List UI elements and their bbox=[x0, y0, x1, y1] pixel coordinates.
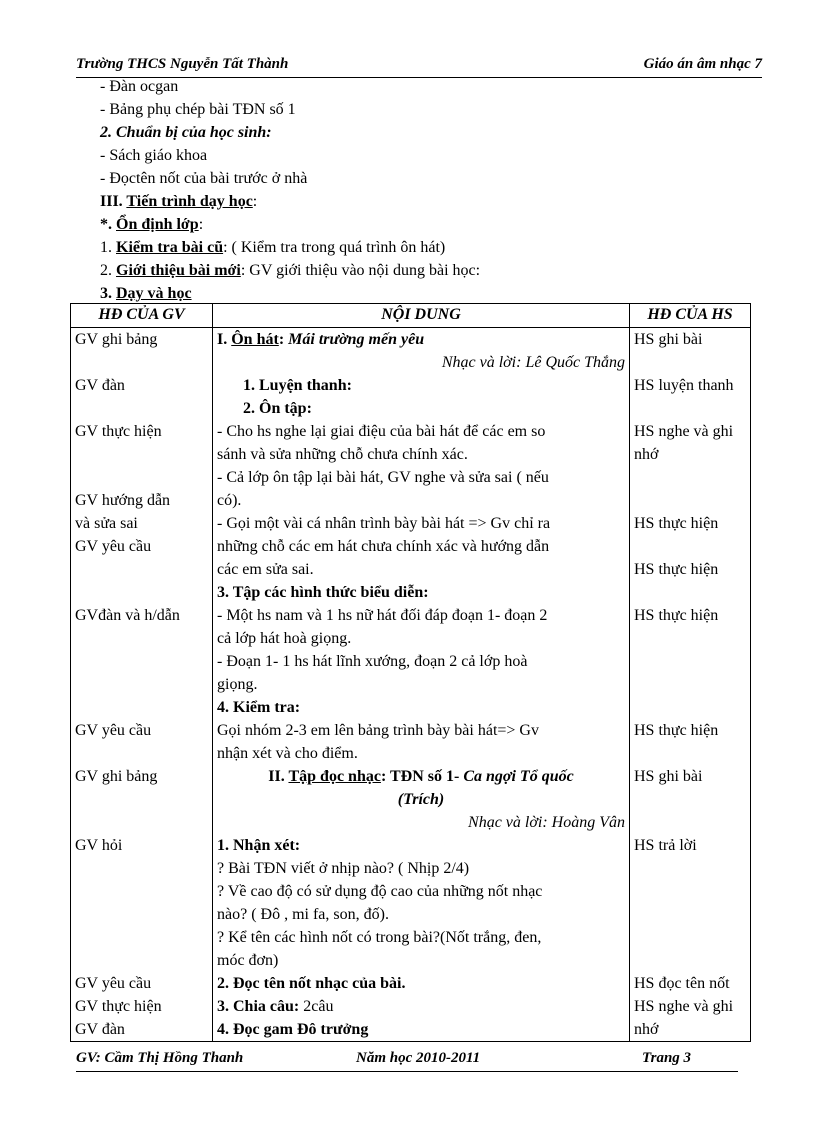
hs-line: HS ghi bài bbox=[634, 331, 703, 348]
text-span: : TĐN số 1- bbox=[380, 768, 464, 785]
page-footer bbox=[76, 1050, 738, 1072]
footer-page: Trang 3 bbox=[642, 1050, 692, 1066]
gv-line: GV ghi bảng bbox=[75, 331, 158, 348]
intro-line-2: - Bảng phụ chép bài TĐN số 1 bbox=[100, 101, 296, 118]
hs-line bbox=[634, 696, 746, 719]
gv-line bbox=[75, 466, 208, 489]
content-line: các em sửa sai. bbox=[217, 561, 314, 578]
content-line bbox=[217, 374, 625, 397]
page-header bbox=[76, 56, 762, 78]
text-span: Ca ngợi Tổ quốc bbox=[463, 768, 574, 785]
gv-line bbox=[75, 397, 208, 420]
intro-line-6: III. Tiến trình dạy học: bbox=[100, 193, 258, 210]
content-line: nhận xét và cho điểm. bbox=[217, 745, 358, 762]
hs-line bbox=[634, 788, 746, 811]
gv-line: GV thực hiện bbox=[75, 423, 162, 440]
text-span: 2. bbox=[243, 400, 259, 417]
lesson-table bbox=[70, 303, 751, 1042]
content-line bbox=[217, 328, 625, 351]
hs-line bbox=[634, 581, 746, 604]
gv-line: GV yêu cầu bbox=[75, 975, 152, 992]
footer-year: Năm học 2010-2011 bbox=[356, 1050, 481, 1066]
content-line: ? Về cao độ có sử dụng độ cao của những nốt nhạc bbox=[217, 883, 543, 900]
content-column bbox=[213, 328, 630, 1042]
hs-line bbox=[634, 903, 746, 926]
gv-line: GV hỏi bbox=[75, 837, 123, 854]
school-name: Trường THCS Nguyễn Tất Thành bbox=[76, 56, 289, 72]
hs-line: HS thực hiện bbox=[634, 515, 719, 532]
intro-line-4: - Sách giáo khoa bbox=[100, 147, 208, 164]
hs-line bbox=[634, 535, 746, 558]
hs-line bbox=[634, 627, 746, 650]
hs-line bbox=[634, 351, 746, 374]
gv-line bbox=[75, 949, 208, 972]
text-span: Luyện thanh: bbox=[259, 377, 352, 394]
content-line: Nhạc và lời: Hoàng Vân bbox=[468, 814, 625, 831]
content-line: móc đơn) bbox=[217, 952, 279, 969]
gv-line: GV thực hiện bbox=[75, 998, 162, 1015]
intro-line-3: 2. Chuẩn bị của học sinh: bbox=[100, 124, 272, 141]
gv-line bbox=[75, 581, 208, 604]
hs-column bbox=[630, 328, 751, 1042]
hs-line bbox=[634, 650, 746, 673]
subject-name: Giáo án âm nhạc 7 bbox=[643, 56, 762, 72]
hs-line: HS nghe và ghi bbox=[634, 423, 734, 440]
hs-line: HS trả lời bbox=[634, 837, 697, 854]
gv-line: GV ghi bảng bbox=[75, 768, 158, 785]
gv-line bbox=[75, 627, 208, 650]
hs-line: HS ghi bài bbox=[634, 768, 703, 785]
gv-line: GV hướng dẫn bbox=[75, 492, 171, 509]
intro-line-10: 3. Dạy và học bbox=[100, 285, 192, 302]
content-line: - Một hs nam và 1 hs nữ hát đối đáp đoạn 1- đoạn 2 bbox=[217, 607, 548, 624]
hs-line bbox=[634, 673, 746, 696]
gv-line bbox=[75, 926, 208, 949]
content-line: nào? ( Đô , mi fa, son, đố). bbox=[217, 906, 389, 923]
content-line bbox=[217, 397, 625, 420]
content-line: - Cả lớp ôn tập lại bài hát, GV nghe và sửa sai ( nếu bbox=[217, 469, 549, 486]
content-line: 2. Đọc tên nốt nhạc của bài. bbox=[217, 975, 406, 992]
text-span: Ôn hát bbox=[231, 331, 279, 348]
gv-line bbox=[75, 880, 208, 903]
table-header-row bbox=[71, 304, 751, 328]
hs-line: nhớ bbox=[634, 1021, 659, 1038]
content-line: 4. Kiểm tra: bbox=[217, 699, 301, 716]
content-line: - Đoạn 1- 1 hs hát lĩnh xướng, đoạn 2 cả lớp hoà bbox=[217, 653, 528, 670]
text-span: Tập đọc nhạc bbox=[288, 768, 381, 785]
text-span: Ôn tập: bbox=[259, 400, 312, 417]
gv-column bbox=[71, 328, 213, 1042]
hs-line: HS thực hiện bbox=[634, 607, 719, 624]
intro-line-9: 2. Giới thiệu bài mới: GV giới thiệu vào nội dung bài học: bbox=[100, 262, 481, 279]
hs-line: HS đọc tên nốt bbox=[634, 975, 730, 992]
content-line bbox=[217, 765, 625, 788]
hs-line: nhớ bbox=[634, 446, 659, 463]
content-line: - Cho hs nghe lại giai điệu của bài hát để các em so bbox=[217, 423, 546, 440]
intro-line-8: 1. Kiểm tra bài cũ: ( Kiểm tra trong quá trình ôn hát) bbox=[100, 239, 446, 256]
content-line: Gọi nhóm 2-3 em lên bảng trình bày bài hát=> Gv bbox=[217, 722, 539, 739]
intro-line-7: *. Ổn định lớp: bbox=[100, 216, 204, 233]
hs-line bbox=[634, 811, 746, 834]
content-line: ? Bài TĐN viết ở nhịp nào? ( Nhịp 2/4) bbox=[217, 860, 470, 877]
gv-line bbox=[75, 857, 208, 880]
gv-line: và sửa sai bbox=[75, 515, 138, 532]
gv-line: GVđàn và h/dẫn bbox=[75, 607, 180, 624]
text-span: 3. Chia câu: bbox=[217, 998, 304, 1015]
content-line: (Trích) bbox=[397, 791, 445, 808]
text-span: Mái trường mến yêu bbox=[288, 331, 425, 348]
text-span: 2câu bbox=[303, 998, 334, 1015]
gv-line bbox=[75, 811, 208, 834]
hs-line bbox=[634, 857, 746, 880]
hs-line bbox=[634, 397, 746, 420]
header-content: NỘI DUNG bbox=[213, 304, 630, 328]
hs-line: HS thực hiện bbox=[634, 722, 719, 739]
gv-line bbox=[75, 696, 208, 719]
content-line: giọng. bbox=[217, 676, 258, 693]
content-line: sánh và sửa những chỗ chưa chính xác. bbox=[217, 446, 468, 463]
content-line: những chỗ các em hát chưa chính xác và hướng dẫn bbox=[217, 538, 550, 555]
gv-line bbox=[75, 443, 208, 466]
hs-line: HS luyện thanh bbox=[634, 377, 734, 394]
gv-line bbox=[75, 742, 208, 765]
hs-line bbox=[634, 949, 746, 972]
hs-line bbox=[634, 742, 746, 765]
header-hs: HĐ CỦA HS bbox=[630, 304, 751, 328]
content-line: 4. Đọc gam Đô trưởng bbox=[217, 1021, 369, 1038]
hs-line: HS thực hiện bbox=[634, 561, 719, 578]
hs-line bbox=[634, 880, 746, 903]
gv-line bbox=[75, 558, 208, 581]
header-gv: HĐ CỦA GV bbox=[71, 304, 213, 328]
content-line: 3. Tập các hình thức biểu diễn: bbox=[217, 584, 429, 601]
content-line: ? Kể tên các hình nốt có trong bài?(Nốt trắng, đen, bbox=[217, 929, 542, 946]
text-span: 1. bbox=[243, 377, 259, 394]
gv-line bbox=[75, 788, 208, 811]
gv-line bbox=[75, 903, 208, 926]
intro-line-1: - Đàn ocgan bbox=[100, 78, 179, 95]
hs-line bbox=[634, 489, 746, 512]
hs-line bbox=[634, 926, 746, 949]
text-span: I. bbox=[217, 331, 232, 348]
gv-line bbox=[75, 673, 208, 696]
content-line: có). bbox=[217, 492, 242, 509]
content-line: 1. Nhận xét: bbox=[217, 837, 301, 854]
content-line: cả lớp hát hoà giọng. bbox=[217, 630, 352, 647]
text-span: : bbox=[278, 331, 289, 348]
content-line: Nhạc và lời: Lê Quốc Thắng bbox=[441, 354, 625, 371]
table-row bbox=[71, 328, 751, 1042]
intro-line-5: - Đọctên nốt của bài trước ở nhà bbox=[100, 170, 308, 187]
gv-line: GV yêu cầu bbox=[75, 538, 152, 555]
hs-line bbox=[634, 466, 746, 489]
gv-line: GV yêu cầu bbox=[75, 722, 152, 739]
gv-line: GV đàn bbox=[75, 377, 125, 394]
content-line: - Gọi một vài cá nhân trình bày bài hát => Gv chỉ ra bbox=[217, 515, 551, 532]
gv-line bbox=[75, 351, 208, 374]
gv-line: GV đàn bbox=[75, 1021, 125, 1038]
footer-teacher: GV: Cầm Thị Hồng Thanh bbox=[76, 1050, 244, 1066]
gv-line bbox=[75, 650, 208, 673]
content-line bbox=[217, 995, 625, 1018]
text-span: II. bbox=[268, 768, 289, 785]
hs-line: HS nghe và ghi bbox=[634, 998, 734, 1015]
